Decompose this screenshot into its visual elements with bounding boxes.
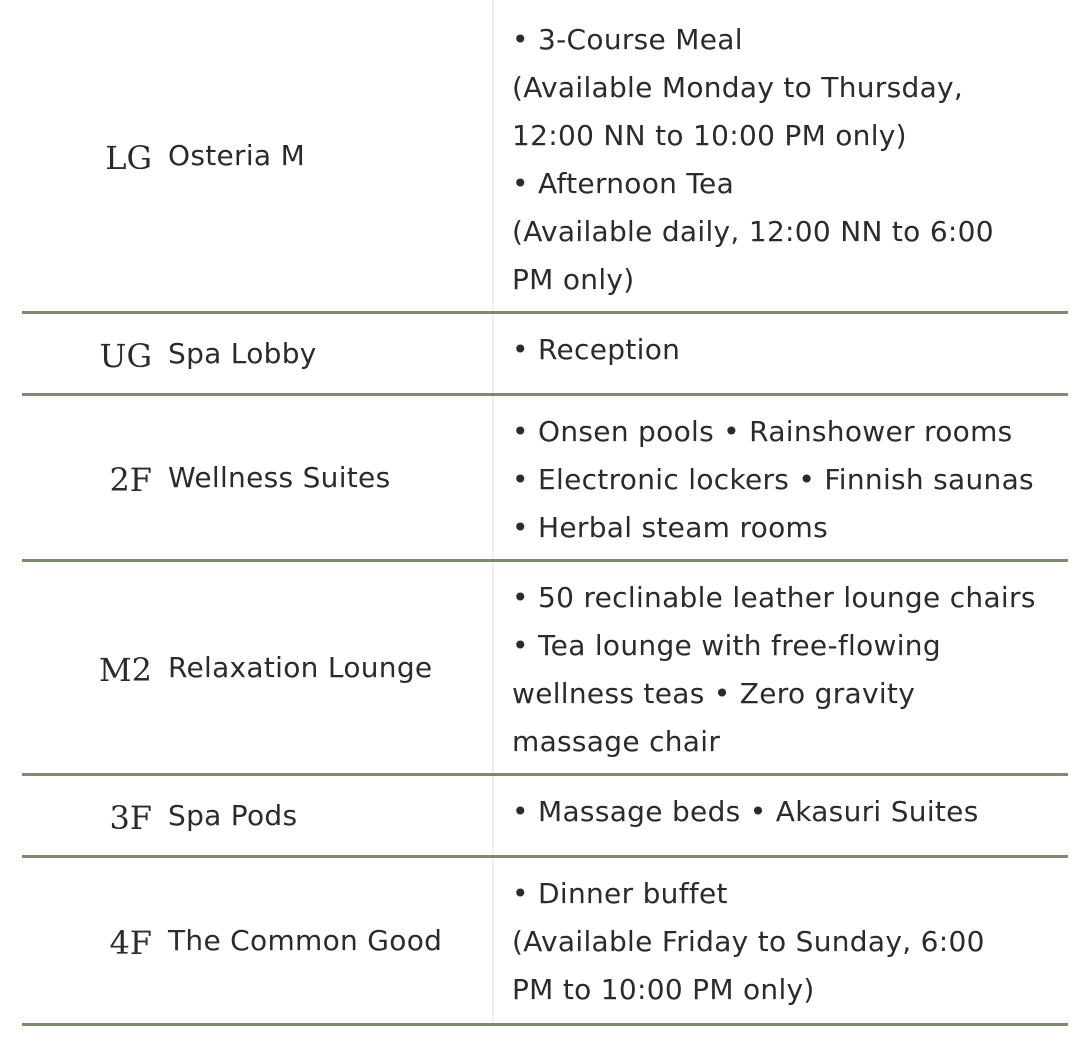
venue-details [512,788,1064,836]
column-divider [492,858,494,1023]
table-row [22,776,1068,858]
venue-details [512,870,1064,1014]
detail-line: (Available Friday to Sunday, 6:00 [512,925,985,958]
venue-details [512,16,1064,304]
detail-line: PM to 10:00 PM only) [512,973,815,1006]
table-row [22,562,1068,776]
detail-line: • Reception [512,333,681,366]
detail-line: • 50 reclinable leather lounge chairs [512,581,1036,614]
venue-name: Relaxation Lounge [168,651,433,684]
table-row [22,396,1068,562]
table-row [22,858,1068,1026]
floor-label: 3F [109,798,152,837]
venue-name: Osteria M [168,139,306,172]
venue-name: The Common Good [168,924,443,957]
table-row [22,0,1068,314]
floor-directory-table [22,0,1068,1026]
detail-line: • Onsen pools • Rainshower rooms [512,415,1013,448]
floor-label: M2 [98,650,152,689]
detail-line: • Massage beds • Akasuri Suites [512,795,979,828]
detail-line: • Tea lounge with free-flowing [512,629,941,662]
detail-line: • Electronic lockers • Finnish saunas [512,463,1034,496]
venue-name: Spa Lobby [168,337,317,370]
table-row [22,314,1068,396]
floor-label: 2F [109,460,152,499]
detail-line: • Afternoon Tea [512,167,735,200]
venue-details [512,408,1064,552]
column-divider [492,776,494,855]
column-divider [492,562,494,773]
floor-label: UG [99,336,152,375]
detail-line: • Herbal steam rooms [512,511,828,544]
venue-name: Wellness Suites [168,461,391,494]
venue-name: Spa Pods [168,799,298,832]
column-divider [492,314,494,393]
detail-line: PM only) [512,263,635,296]
venue-details [512,326,1064,374]
floor-label: 4F [109,923,152,962]
detail-line: (Available Monday to Thursday, [512,71,964,104]
detail-line: wellness teas • Zero gravity [512,677,916,710]
venue-details [512,574,1064,766]
detail-line: (Available daily, 12:00 NN to 6:00 [512,215,994,248]
detail-line: • 3-Course Meal [512,23,743,56]
floor-label: LG [105,138,152,177]
detail-line: • Dinner buffet [512,877,728,910]
detail-line: 12:00 NN to 10:00 PM only) [512,119,907,152]
column-divider [492,396,494,559]
column-divider [492,0,494,311]
detail-line: massage chair [512,725,721,758]
